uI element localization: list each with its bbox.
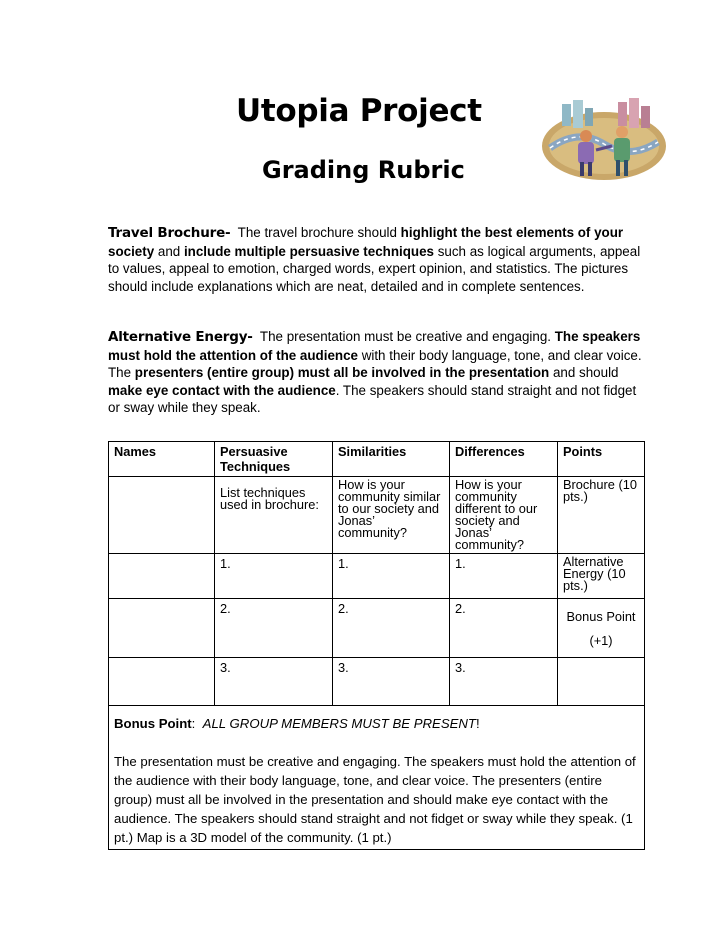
bonus-point-cell (558, 599, 645, 658)
table-row (109, 477, 645, 554)
bonus-body-text: The presentation must be creative and engaging. The speakers must hold the attention of the audience with their body language, tone, and clear voice. The presenters (entire group) must all be involved in the presentation and should make eye contact with the audience. The speakers should stand straight and not fidget or sway while they speak. (1 pt.) Map is a 3D model of the community. (1 pt.) (114, 754, 636, 845)
points-entry[interactable] (558, 658, 645, 706)
header-points: Points (558, 442, 645, 477)
energy-bold-2: presenters (entire group) must all be involved in the presentation (134, 365, 550, 380)
page-subtitle: Grading Rubric (262, 156, 465, 184)
travel-brochure-heading: Travel Brochure- (108, 225, 231, 241)
table-row (109, 658, 645, 706)
technique-entry-2[interactable]: 2. (215, 599, 333, 658)
bonus-row (109, 706, 645, 850)
differences-prompt: How is your community different to our society and Jonas’ community? (450, 477, 558, 554)
energy-bold-1: The speakers must hold the attention of the audience (108, 329, 641, 363)
names-cell[interactable] (109, 658, 215, 706)
energy-bold-3: make eye contact with the audience (108, 382, 336, 398)
techniques-prompt: List techniques used in brochure: (215, 477, 333, 554)
energy-points-label: Alternative Energy (10 pts.) (558, 554, 645, 599)
bonus-bang: ! (476, 716, 480, 731)
difference-entry-3[interactable]: 3. (450, 658, 558, 706)
energy-text-4: . The speakers should stand straight and not fidget or sway while they speak. (108, 382, 637, 415)
difference-entry-2[interactable]: 2. (450, 599, 558, 658)
bonus-point-label: Bonus Point (566, 609, 636, 624)
table-row (109, 554, 645, 599)
energy-text-1: The presentation must be creative and engaging. (259, 329, 555, 344)
energy-text-3: and should (549, 365, 619, 380)
bonus-colon: : (191, 716, 203, 731)
similarity-entry-2[interactable]: 2. (333, 599, 450, 658)
grading-rubric-table (108, 441, 645, 850)
similarity-entry-3[interactable]: 3. (333, 658, 450, 706)
alternative-energy-section (108, 328, 648, 417)
page-title: Utopia Project (236, 93, 482, 129)
bonus-point-value: (+1) (589, 633, 613, 648)
header-persuasive-techniques: Persuasive Techniques (215, 442, 333, 477)
names-cell[interactable] (109, 554, 215, 599)
table-row (109, 599, 645, 658)
energy-text-2: with their body language, tone, and clear voice. The (108, 347, 642, 380)
bonus-label: Bonus Point (114, 716, 192, 731)
header-names: Names (109, 442, 215, 477)
travel-text-2: and (154, 243, 184, 259)
bonus-requirement: ALL GROUP MEMBERS MUST BE PRESENT (202, 716, 476, 731)
travel-brochure-section (108, 224, 648, 295)
utopia-community-clipart-icon (538, 98, 666, 184)
header-similarities: Similarities (333, 442, 450, 477)
names-cell[interactable] (109, 599, 215, 658)
travel-bold-2: include multiple persuasive techniques (183, 243, 434, 259)
travel-text-1: The travel brochure should (237, 225, 401, 240)
table-header-row (109, 442, 645, 477)
technique-entry-1[interactable]: 1. (215, 554, 333, 599)
bonus-description (109, 706, 645, 850)
difference-entry-1[interactable]: 1. (450, 554, 558, 599)
travel-text-3: such as logical arguments, appeal to values, appeal to emotion, charged words, expert opinion, and statistics. The pictures should include explanations which are neat, detailed and in complete sentences. (108, 243, 641, 294)
header-differences: Differences (450, 442, 558, 477)
technique-entry-3[interactable]: 3. (215, 658, 333, 706)
alternative-energy-heading: Alternative Energy- (108, 329, 253, 345)
similarity-entry-1[interactable]: 1. (333, 554, 450, 599)
similarities-prompt: How is your community similar to our society and Jonas’ community? (333, 477, 450, 554)
brochure-points-label: Brochure (10 pts.) (558, 477, 645, 554)
names-cell[interactable] (109, 477, 215, 554)
travel-bold-1: highlight the best elements of your society (108, 225, 624, 259)
